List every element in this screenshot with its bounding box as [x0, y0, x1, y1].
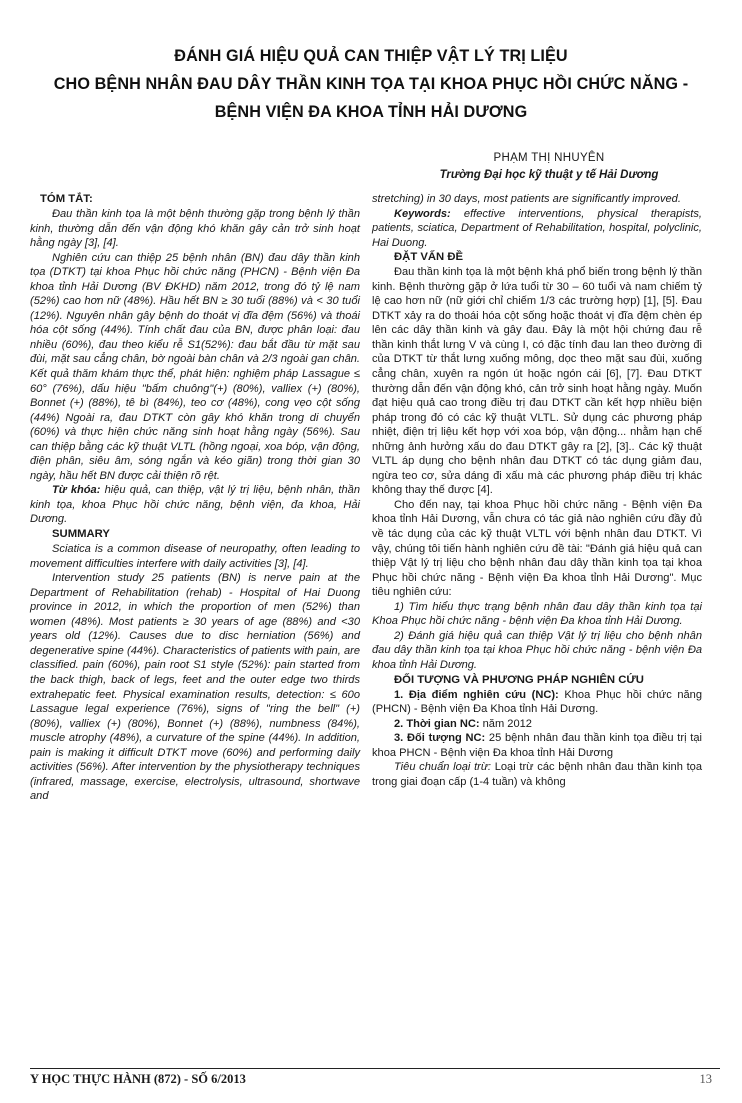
author-affiliation: Trường Đại học kỹ thuật y tế Hải Dương	[439, 169, 659, 181]
journal-name: Y HỌC THỰC HÀNH (872) - SỐ 6/2013	[30, 1072, 246, 1086]
article-title	[30, 42, 712, 126]
objective-2: 2) Đánh giá hiệu quả can thiệp Vật lý trị liệu cho bệnh nhân đau dây thần kinh tọa tại khoa Phục hồi chức năng - bệnh viện Đa khoa tỉnh Hải Dương.	[372, 629, 702, 671]
method-text: Khoa Phục hồi chức năng (PHCN) - Bệnh viện Đa Khoa tỉnh Hải Dương.	[372, 688, 703, 716]
summary-heading: SUMMARY	[52, 528, 110, 541]
keywords-vi	[30, 483, 360, 527]
title-line-1: ĐÁNH GIÁ HIỆU QUẢ CAN THIỆP VẬT LÝ TRỊ LIỆU	[174, 47, 568, 65]
title-line-2: CHO BỆNH NHÂN ĐAU DÂY THẦN KINH TỌA TẠI KHOA PHỤC HỒI CHỨC NĂNG -	[53, 75, 689, 93]
keywords-vi-text: hiệu quả, can thiệp, vật lý trị liệu, bệnh nhân, thần kinh tọa, khoa Phục hồi chức năng, bệnh viện, đa khoa, Hải Dương.	[30, 484, 360, 526]
introduction-paragraph: Đau thần kinh tọa là một bệnh khá phổ biến trong bệnh lý thần kinh. Bệnh thường gặp ở lứa tuổi từ 30 – 60 tuổi và nam chiếm tỷ lệ cao hơn nữ (nữ giới chỉ chiếm 1/3 các trường hợp) [1], [5]. Đau DTKT xảy ra do thoái hóa cột sống hoặc thoát vị đĩa đệm chèn ép lên các dây thần kinh và gây đau. Đây là một hội chứng đau rễ thần kinh thắt lưng V và cùng I, có đặc tính đau lan theo đường đi của DTKT từ thắt lưng xuống mông, dọc theo mặt sau đùi, xuống cẳng chân, xuyên ra ngón út hoặc ngón cái [6], [7]. Đau DTKT thường dẫn đến vận động khó, cản trở sinh hoạt hằng ngày. Muốn đạt hiệu quả cao trong điều trị đau DTKT cần kết hợp nhiều biện pháp trong đó có các kỹ thuật VLTL. Sử dụng các phương pháp nhiệt, điện trị liệu kết hợp với xoa bóp, vận động... nhằm hạn chế những ảnh hưởng xấu do đau DTKT gây ra [2], [3].. Các kỹ thuật VLTL áp dụng cho bệnh nhân đau DTKT có tác dụng giảm đau, ngừa teo cơ, sửa dáng đi xấu mà các phương pháp điều trị khác không thay thế được [4].	[372, 266, 702, 497]
keywords-en	[372, 207, 702, 251]
objective-1: 1) Tìm hiểu thực trạng bệnh nhân đau dây thần kinh tọa tại Khoa Phục hồi chức năng - bệnh viện Đa khoa tỉnh Hải Dương.	[372, 600, 702, 628]
right-column	[372, 192, 702, 789]
method-label: 3. Đối tượng NC:	[394, 732, 486, 745]
abstract-vi-paragraph: Đau thần kinh tọa là một bệnh thường gặp trong bệnh lý thần kinh, thường dẫn đến vận động khó khăn gây cản trở sinh hoạt hằng ngày [3], [4].	[30, 208, 360, 250]
footer-divider	[30, 1068, 720, 1069]
method-label: 1. Địa điểm nghiên cứu (NC):	[394, 688, 559, 701]
left-column	[30, 192, 360, 804]
keywords-en-text: effective interventions, physical therapists, patients, sciatica, Department of Rehabilitation, hospital, polyclinic, Hai Duong.	[372, 207, 702, 249]
author-name: PHẠM THỊ NHUYÊN	[493, 152, 605, 164]
method-text: 25 bệnh nhân đau thần kinh tọa điều trị tại khoa PHCN - Bệnh viện Đa khoa tỉnh Hải Dương	[372, 732, 702, 759]
abstract-vi-paragraph: Nghiên cứu can thiệp 25 bệnh nhân (BN) đau dây thần kinh tọa (DTKT) tại khoa Phục hồi chức năng (PHCN) - Bệnh viện Đa khoa tỉnh Hải Dương (BV ĐKHD) năm 2012, trong đó tỷ lệ nam (52%) cao hơn nữ (48%). Hầu hết BN ≥ 30 tuổi (88%) và < 30 tuổi (12%). Nguyên nhân gây bệnh do thoát vị đĩa đệm (56%) và thoái hóa cột sống (44%). Tính chất đau của BN, được phân loại: đau nhiều (60%), đau theo kiểu rễ S1(52%): đau bắt đầu từ mặt sau đùi, mặt sau cẳng chân, bờ ngoài bàn chân và 2/3 ngoài gan chân. Kết quả thăm khám thực thể, phát hiện: nghiệm pháp Lassague ≤ 60° (76%), dấu hiệu "bấm chuông"(+) (80%), valliex (+) (80%), Bonnet (+) (88%), tê bì (84%), teo cơ (48%), cong vẹo cột sống (44%) Ngoài ra, đau DTKT còn gây khó khăn trong di chuyển (60%) và thực hiện chức năng sinh hoạt hằng ngày (56%). Sau can thiệp bằng các kỹ thuật VLTL (hồng ngoại, xoa bóp, vận động, điện phân, siêu âm, sóng ngắn và kéo giãn) trong thời gian 30 ngày, hầu hết BN được cải thiện rõ rệt.	[30, 251, 360, 482]
method-item-time	[372, 717, 702, 732]
title-line-3: BỆNH VIỆN ĐA KHOA TỈNH HẢI DƯƠNG	[214, 103, 528, 121]
keywords-vi-label: Từ khóa:	[52, 484, 101, 497]
exclusion-label: Tiêu chuẩn loại trừ:	[394, 761, 491, 774]
exclusion-criteria	[372, 760, 702, 789]
methods-heading: ĐỐI TƯỢNG VÀ PHƯƠNG PHÁP NGHIÊN CỨU	[394, 673, 644, 686]
abstract-vi-heading: TÓM TẮT:	[40, 193, 93, 205]
summary-paragraph: Intervention study 25 patients (BN) is nerve pain at the Department of Rehabilitation (rehab) - Hospital of Hai Duong province in 2012, in which the proportion of men (52%) than women (48%). Most patients ≥ 30 years of age (88%) and <30 years old (12%). Causes due to disc herniation (56%) and degenerative spine (44%). Characteristics of patients with pain, are classified. pain (60%), pain root S1 style (52%): pain started from the back thigh, back of legs, feet and the outer edge two thirds extrahepatic feet. Physical examination results, detection: ≤ 60o Lassague legal experience (76%), signs of "ring the bell" (+) (80%), valliex (+) (80%), Bonnet (+) (88%), numbness (84%), muscle atrophy (48%), a curvature of the spine (44%). In addition, pain is making it difficult DTKT move (60%) and performing daily activities (56%). After intervention by the physiotherapy techniques (infrared, massage, exercise, electrolysis, ultrasound, shortwave and	[30, 572, 360, 803]
introduction-heading: ĐẶT VẤN ĐỀ	[394, 251, 464, 264]
author-block	[384, 150, 714, 184]
method-label: 2. Thời gian NC:	[394, 717, 480, 730]
summary-paragraph: Sciatica is a common disease of neuropathy, often leading to movement difficulties interfere with daily activities [3], [4].	[30, 543, 360, 570]
method-item-subjects	[372, 731, 702, 760]
method-text: năm 2012	[479, 717, 532, 730]
summary-continuation: stretching) in 30 days, most patients are significantly improved.	[372, 193, 681, 205]
introduction-paragraph: Cho đến nay, tại khoa Phục hồi chức năng - Bệnh viện Đa khoa tỉnh Hải Dương, vẫn chưa có tác giả nào nghiên cứu đầy đủ về tác dụng của các kỹ thuật VLTL với bệnh nhân đau DTKT. Vì vậy, chúng tôi tiến hành nghiên cứu đề tài: "Đánh giá hiệu quả can thiệp Vật lý trị liệu cho bệnh nhân đau dây thần kinh tọa tại khoa Phục hồi chức năng - Bệnh viện Đa khoa tỉnh Hải Dương". Mục tiêu nghiên cứu:	[372, 498, 702, 599]
method-item-location	[372, 688, 702, 717]
page-number: 13	[699, 1072, 712, 1086]
keywords-en-label: Keywords:	[394, 207, 451, 220]
exclusion-text: Loại trừ các bệnh nhân đau thần kinh tọa trong giai đoạn cấp (1-4 tuần) và không	[372, 761, 702, 788]
